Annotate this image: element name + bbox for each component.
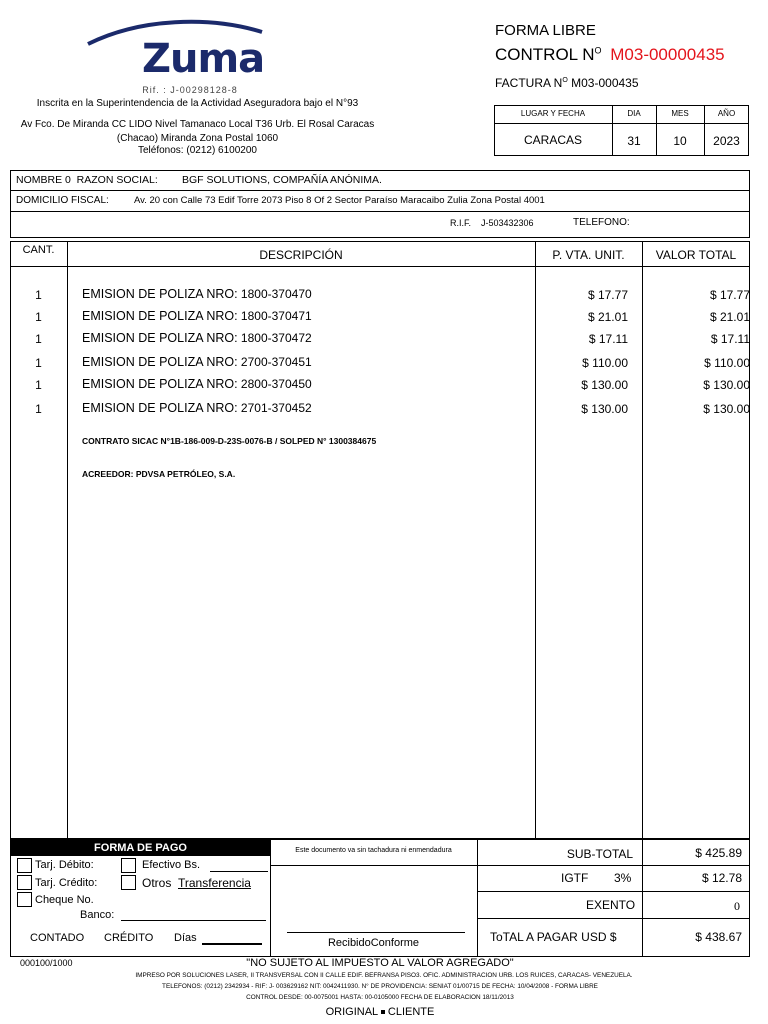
row-unit-price: $ 110.00	[582, 356, 628, 370]
igtf-label: IGTF	[561, 871, 589, 885]
signature-line	[287, 932, 465, 933]
printer-line1: IMPRESO POR SOLUCIONES LASER, II TRANSVERSAL CON II CALLE EDIF. BEFRANSA PISO3. OFIC. ADMINISTRACION URB. LOS RUICES, CARACAS- VENEZUELA.	[135, 972, 633, 979]
company-logo	[80, 14, 270, 84]
company-line3: (Chacao) Miranda Zona Postal 1060	[116, 133, 279, 144]
client-rif-label: R.I.F.	[450, 218, 472, 228]
date-day: 31	[627, 134, 641, 148]
row-description: EMISION DE POLIZA NRO: 2701-370452	[82, 401, 312, 415]
otros-value: Transferencia	[178, 876, 251, 890]
control-number: M03-00000435	[610, 45, 725, 64]
row-description: EMISION DE POLIZA NRO: 2700-370451	[82, 355, 312, 369]
date-place: CARACAS	[523, 133, 582, 147]
row-total: $ 21.01	[709, 310, 750, 324]
company-rif: Rif. : J-00298128-8	[142, 85, 238, 95]
otros-label: Otros	[142, 876, 172, 890]
row-unit-price: $ 17.77	[587, 288, 628, 302]
row-unit-price: $ 130.00	[581, 402, 628, 416]
banco-label: Banco:	[80, 909, 115, 921]
header-total: VALOR TOTAL	[655, 248, 737, 262]
iva-notice: "NO SUJETO AL IMPUESTO AL VALOR AGREGADO"	[246, 957, 514, 969]
row-qty: 1	[35, 402, 42, 416]
date-month: 10	[673, 134, 687, 148]
factura-number-line	[495, 76, 639, 90]
client-phone-label: TELEFONO:	[573, 217, 630, 228]
efectivo-label: Efectivo Bs.	[142, 859, 201, 871]
printer-line2: TELEFONOS: (0212) 2342934 - RIF: J- 003629162 NIT: 0042411930. N° DE PROVIDENCIA: SENIAT 01/00715 DE FECHA: 10/04/2008 - FORMA LIBRE	[162, 983, 598, 990]
row-qty: 1	[35, 378, 42, 392]
row-description: EMISION DE POLIZA NRO: 2800-370450	[82, 377, 312, 391]
date-header-year: AÑO	[717, 109, 736, 118]
cheque-checkbox[interactable]	[17, 892, 32, 907]
row-total: $ 110.00	[704, 356, 750, 370]
creditor-note: ACREEDOR: PDVSA PETRÓLEO, S.A.	[82, 469, 236, 479]
tarj-credito-label: Tarj. Crédito:	[35, 877, 98, 889]
row-description: EMISION DE POLIZA NRO: 1800-370471	[82, 309, 312, 323]
form-series: 000100/1000	[20, 958, 73, 968]
cheque-label: Cheque No.	[35, 894, 94, 906]
tarj-credito-checkbox[interactable]	[17, 875, 32, 890]
client-address-label: DOMICILIO FISCAL:	[16, 195, 109, 206]
total-label: ToTAL A PAGAR USD $	[490, 930, 617, 944]
row-unit-price: $ 21.01	[587, 310, 628, 324]
row-qty: 1	[35, 310, 42, 324]
control-label: CONTROL N	[495, 45, 595, 64]
date-header-day: DIA	[627, 109, 641, 118]
control-sup: O	[594, 45, 602, 56]
date-header-place: LUGAR Y FECHA	[520, 109, 586, 118]
subtotal-label: SUB-TOTAL	[566, 847, 634, 861]
printer-line3: CONTROL DESDE: 00-0075001 HASTA: 00-0105000 FECHA DE ELABORACION 18/11/2013	[246, 994, 514, 1001]
date-year: 2023	[713, 134, 740, 148]
efectivo-checkbox[interactable]	[121, 858, 136, 873]
bullet-separator	[381, 1010, 385, 1014]
row-total: $ 130.00	[703, 402, 750, 416]
exento-value: 0	[734, 899, 740, 913]
dias-label: Días	[174, 932, 197, 944]
client-rif-value: J-503432306	[481, 218, 534, 228]
credito-label: CRÉDITO	[104, 932, 154, 944]
tarj-debito-checkbox[interactable]	[17, 858, 32, 873]
control-number-line	[495, 45, 725, 65]
row-qty: 1	[35, 332, 42, 346]
row-description: EMISION DE POLIZA NRO: 1800-370472	[82, 331, 312, 345]
contract-note: CONTRATO SICAC N°1B-186-009-D-23S-0076-B / SOLPED N° 1300384675	[82, 436, 377, 446]
company-line4: Teléfonos: (0212) 6100200	[138, 145, 257, 156]
tarj-debito-label: Tarj. Débito:	[35, 859, 94, 871]
company-line2: Av Fco. De Miranda CC LIDO Nivel Tamanaco Local T36 Urb. El Rosal Caracas	[20, 119, 375, 130]
banco-line	[121, 920, 266, 921]
row-qty: 1	[35, 356, 42, 370]
igtf-rate: 3%	[614, 871, 632, 885]
no-erasure-notice: Este documento va sin tachadura ni enmendadura	[295, 847, 452, 854]
factura-label: FACTURA N	[495, 76, 563, 90]
factura-number: M03-000435	[567, 76, 639, 90]
dias-line	[202, 943, 262, 945]
header-unit-price: P. VTA. UNIT.	[552, 248, 625, 262]
factura-sup: O	[562, 77, 568, 84]
header-qty: CANT.	[22, 244, 55, 256]
contado-label: CONTADO	[30, 932, 85, 944]
row-description: EMISION DE POLIZA NRO: 1800-370470	[82, 287, 312, 301]
client-name-label: NOMBRE 0 RAZON SOCIAL:	[16, 174, 158, 186]
total-value: $ 438.67	[695, 930, 742, 944]
header-description: DESCRIPCIÓN	[259, 248, 343, 262]
row-unit-price: $ 130.00	[581, 378, 628, 392]
client-address-value: Av. 20 con Calle 73 Edif Torre 2073 Piso 8 Of 2 Sector Paraíso Maracaibo Zulia Zona Postal 4001	[134, 195, 545, 206]
logo-text: Zuma	[142, 36, 265, 82]
igtf-value: $ 12.78	[701, 871, 742, 885]
row-qty: 1	[35, 288, 42, 302]
otros-checkbox[interactable]	[121, 875, 136, 890]
recibido-conforme: RecibidoConforme	[327, 937, 420, 949]
payment-title: FORMA DE PAGO	[11, 840, 270, 856]
row-unit-price: $ 17.11	[588, 332, 628, 346]
subtotal-value: $ 425.89	[695, 846, 742, 860]
row-total: $ 17.11	[710, 332, 750, 346]
company-line1: Inscrita en la Superintendencia de la Actividad Aseguradora bajo el N°93	[36, 98, 359, 109]
client-name-value: BGF SOLUTIONS, COMPAÑÍA ANÓNIMA.	[182, 174, 382, 186]
copy-designation: ORIGINAL CLIENTE	[325, 1006, 435, 1018]
date-header-month: MES	[671, 109, 689, 118]
exento-label: EXENTO	[586, 898, 636, 912]
row-total: $ 17.77	[709, 288, 750, 302]
row-total: $ 130.00	[703, 378, 750, 392]
forma-libre-title: FORMA LIBRE	[495, 22, 596, 39]
